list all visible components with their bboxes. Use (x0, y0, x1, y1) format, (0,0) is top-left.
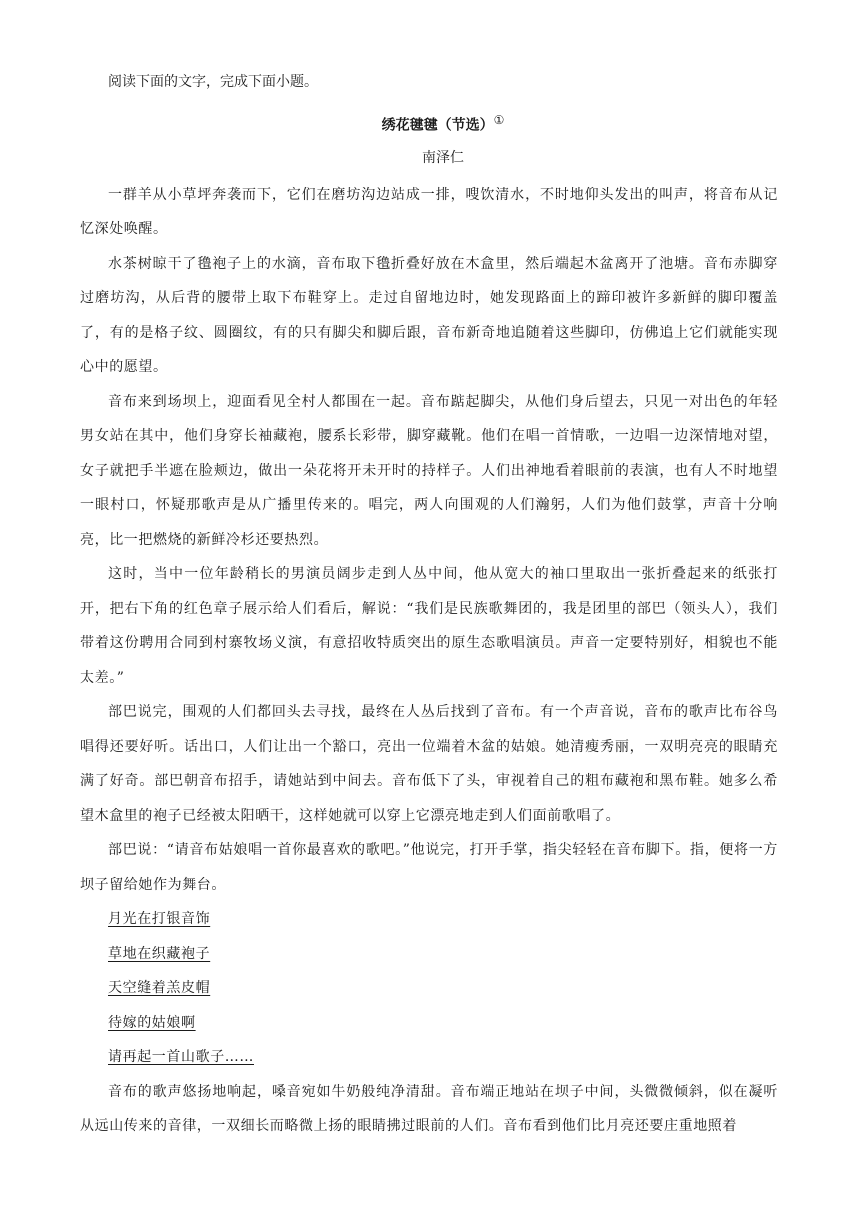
poem-line-text: 待嫁的姑娘啊 (108, 1014, 196, 1031)
poem-line (108, 937, 778, 972)
paragraph: 部巴说：“请音布姑娘唱一首你最喜欢的歌吧。”他说完，打开手掌，指尖轻轻在音布脚下。指，便将一方坝子留给她作为舞台。 (80, 842, 778, 893)
article-title (108, 108, 778, 138)
paragraph: 水茶树晾干了氇袍子上的水滴，音布取下氇折叠好放在木盒里，然后端起木盆离开了池塘。音布赤脚穿过磨坊沟，从后背的腰带上取下布鞋穿上。走过自留地边时，她发现路面上的蹄印被许多新鲜的脚印覆盖了，有的是格子纹、圆圈纹，有的只有脚尖和脚后跟，音布新奇地追随着这些脚印，仿佛追上它们就能实现心中的愿望。 (80, 255, 778, 376)
poem-block (108, 902, 778, 1075)
paragraph: 部巴说完，围观的人们都回头去寻找，最终在人丛后找到了音布。有一个声音说，音布的歌声比布谷鸟唱得还要好听。话出口，人们让出一个豁口，亮出一位端着木盆的姑娘。她清瘦秀丽，一双明亮亮的眼睛充满了好奇。部巴朝音布招手，请她站到中间去。音布低下了头，审视着自己的粗布藏袍和黑布鞋。她多么希望木盒里的袍子已经被太阳晒干，这样她就可以穿上它漂亮地走到人们面前歌唱了。 (80, 704, 778, 824)
poem-line-text: 请再起一首山歌子…… (108, 1049, 254, 1066)
article-body (80, 178, 778, 1144)
poem-line (108, 902, 778, 937)
instruction-text: 阅读下面的文字，完成下面小题。 (108, 74, 318, 90)
paragraph: 一群羊从小草坪奔袭而下，它们在磨坊沟边站成一排，嗖饮清水，不时地仰头发出的叫声，将音布从记忆深处唤醒。 (80, 186, 778, 238)
article-title-text: 绣花毽毽（节选） (381, 117, 494, 134)
document-page (80, 70, 778, 1144)
poem-line-text: 天空缝着羔皮帽 (108, 980, 211, 997)
article-author: 南泽仁 (422, 149, 464, 166)
poem-line-text: 草地在织藏袍子 (108, 945, 211, 962)
poem-line (108, 1006, 778, 1041)
paragraph: 音布的歌声悠扬地响起，嗓音宛如牛奶般纯净清甜。音布端正地站在坝子中间，头微微倾斜，似在凝听从远山传来的音律，一双细长而略微上扬的眼睛拂过眼前的人们。音布看到他们比月亮还要庄重地照着 (80, 1083, 778, 1135)
title-footnote-marker: ① (493, 113, 505, 127)
paragraph: 这时，当中一位年龄稍长的男演员阔步走到人丛中间，他从宽大的袖口里取出一张折叠起来的纸张打开，把右下角的红色章子展示给人们看后，解说：“我们是民族歌舞团的，我是团里的部巴（领头人），我们带着这份聘用合同到村寨牧场义演，有意招收特质突出的原生态歌唱演员。声音一定要特别好，相貌也不能太差。” (80, 566, 778, 686)
poem-line (108, 971, 778, 1006)
poem-line (108, 1040, 778, 1075)
poem-line-text: 月光在打银音饰 (108, 911, 211, 928)
paragraph: 音布来到场坝上，迎面看见全村人都围在一起。音布踮起脚尖，从他们身后望去，只见一对出色的年轻男女站在其中，他们身穿长袖藏袍，腰系长彩带，脚穿藏靴。他们在唱一首情歌，一边唱一边深情地对望，女子就把手半遮在脸颊边，做出一朵花将开未开时的持样子。人们出神地看着眼前的表演，也有人不时地望一眼村口，怀疑那歌声是从广播里传来的。唱完，两人向围观的人们瀚躬，人们为他们鼓掌，声音十分响亮，比一把燃烧的新鲜冷杉还要热烈。 (80, 393, 778, 548)
